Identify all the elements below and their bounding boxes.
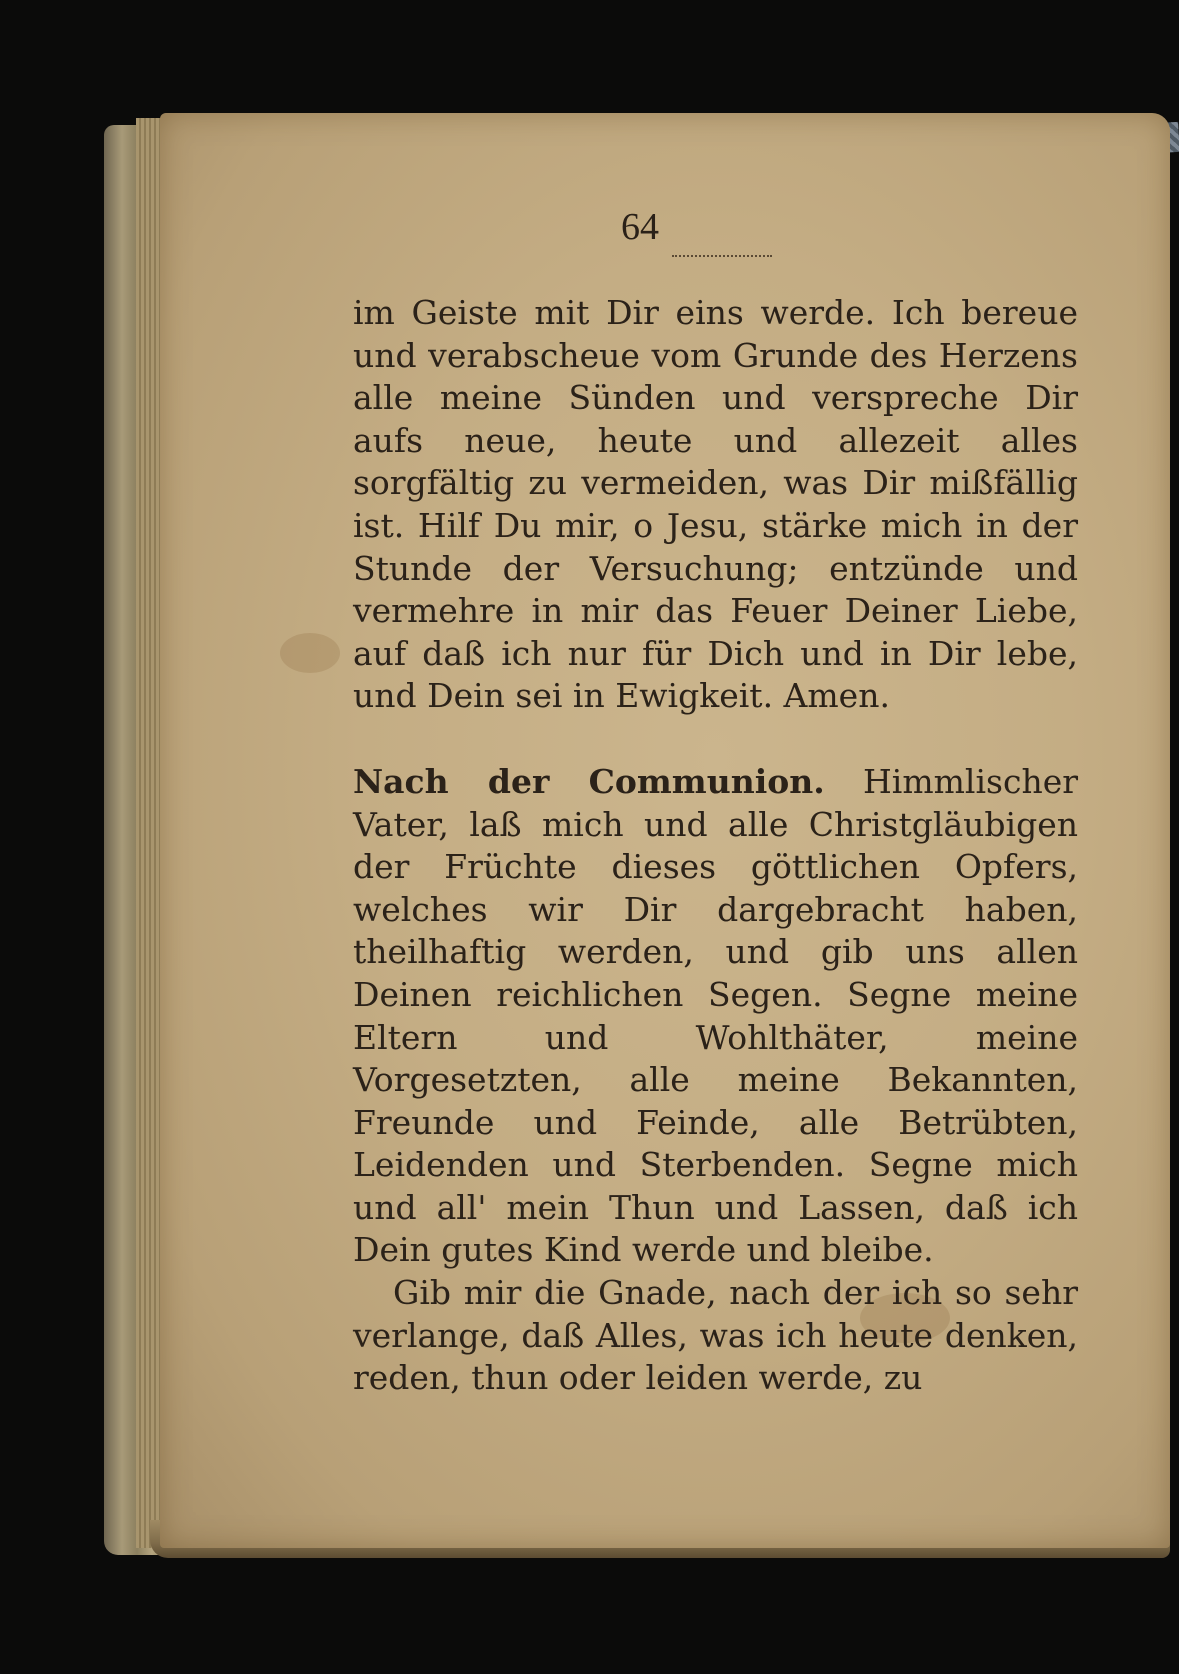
paragraph-text: Himmlischer Vater, laß mich und alle Christgläubigen der Früchte dieses göttlichen Opfers, welches wir Dir dargebracht haben, theilhaftig werden, und gib uns allen Deinen reichlichen Segen. Segne meine Eltern und Wohlthäter, meine Vorgesetzten, alle meine Bekannten, Freunde und Feinde, alle Betrübten, Leidenden und Sterbenden. Segne mich und all' mein Thun und Lassen, daß ich Dein gutes Kind werde und bleibe.	[353, 761, 1078, 1270]
page-number-rule	[672, 255, 772, 257]
paragraph	[353, 761, 1078, 1272]
paper-stain	[280, 633, 340, 673]
paragraph-text: im Geiste mit Dir eins werde. Ich bereue und verabscheue vom Grunde des Herzens alle meine Sünden und verspreche Dir aufs neue, heute und allezeit alles sorgfältig zu vermeiden, was Dir mißfällig ist. Hilf Du mir, o Jesu, stärke mich in der Stunde der Versuchung; entzünde und vermehre in mir das Feuer Deiner Liebe, auf daß ich nur für Dich und in Dir lebe, und Dein sei in Ewigkeit. Amen.	[353, 293, 1078, 716]
body-text	[353, 292, 1078, 1400]
page-number: 64	[621, 206, 659, 248]
section-heading: Nach der Communion.	[353, 761, 825, 801]
paragraph	[353, 1272, 1078, 1400]
paragraph	[353, 292, 1078, 718]
paragraph-text: Gib mir die Gnade, nach der ich so sehr verlange, daß Alles, was ich heute denken, reden, thun oder leiden werde, zu	[353, 1273, 1078, 1398]
